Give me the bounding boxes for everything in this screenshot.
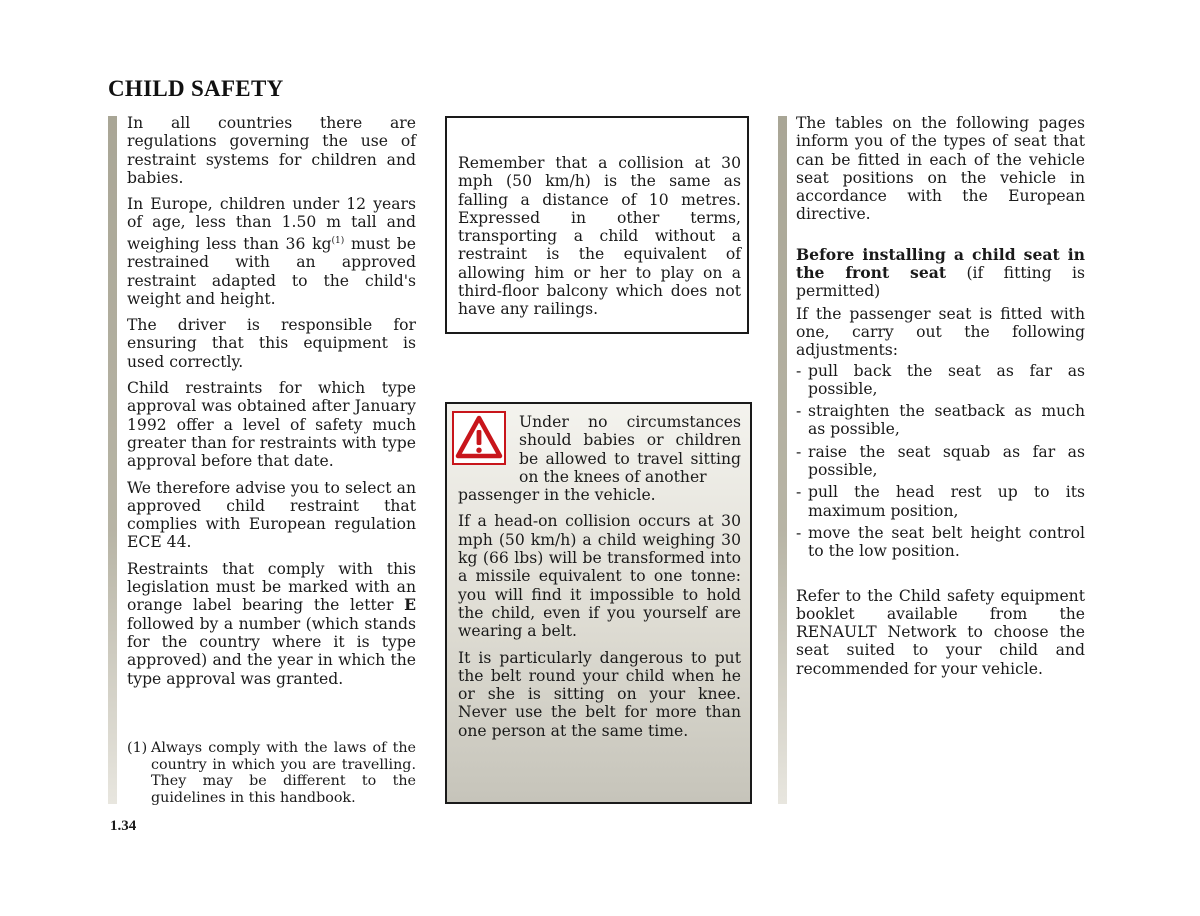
collision-info-text: Remember that a collision at 30 mph (50 km/h) is the same as falling a distance of 10 metres. Expressed in other terms, transporting a child without a restraint is the equivalent of allowing him or her to play on a third-floor balcony which does not have any railings. xyxy=(458,154,741,319)
footnote xyxy=(127,740,416,806)
warning-paragraph: It is particularly dangerous to put the belt round your child when he or she is sitting on your knee. Never use the belt for more than one person at the same time. xyxy=(458,648,741,740)
list-item: - move the seat belt height control to the low position. xyxy=(796,523,1085,561)
paragraph: We therefore advise you to select an approved child restraint that complies with European regulation ECE 44. xyxy=(127,478,416,552)
left-column xyxy=(127,114,416,696)
section-heading: Before installing a child seat in the front seat (if fitting is permitted) xyxy=(796,244,1085,301)
footnote-text: Always comply with the laws of the country in which you are travelling. They may be different to the guidelines in this handbook. xyxy=(151,740,416,806)
paragraph: The tables on the following pages inform you of the types of seat that can be fitted in each of the vehicle seat positions on the vehicle in accordance with the European directive. xyxy=(796,114,1085,224)
list-item: - pull the head rest up to its maximum position, xyxy=(796,483,1085,520)
warning-lead-rest: passenger in the vehicle. xyxy=(458,486,656,505)
warning-lead: Under no circumstances should babies or children be allowed to travel sitting on the knees of another xyxy=(519,413,741,486)
adjustment-list xyxy=(796,362,1085,561)
warning-box xyxy=(445,402,752,804)
footnote-mark: (1) xyxy=(127,740,148,756)
paragraph: In Europe, children under 12 years of age, less than 1.50 m tall and weighing less than 36 $kg^{(1)}$ must be restrained with an approved restraint adapted to the child's weight and height. xyxy=(127,195,416,308)
paragraph: The driver is responsible for ensuring that this equipment is used correctly. xyxy=(127,316,416,371)
paragraph: Child restraints for which type approval was obtained after January 1992 offer a level of safety much greater than for restraints with type approval before that date. xyxy=(127,379,416,471)
page-title: CHILD SAFETY xyxy=(108,76,284,101)
paragraph: In all countries there are regulations governing the use of restraint systems for children and babies. xyxy=(127,114,416,187)
warning-text xyxy=(458,413,741,748)
right-side-bar xyxy=(778,116,787,804)
paragraph: Restraints that comply with this legislation must be marked with an orange label bearing the letter E followed by a number (which stands for the country where it is type approved) and the year in which the type approval was granted. xyxy=(127,559,416,688)
right-column xyxy=(796,114,1085,686)
paragraph: Refer to the Child safety equipment booklet available from the RENAULT Network to choose the seat suited to your child and recommended for your vehicle. xyxy=(796,586,1085,678)
list-item: - straighten the seatback as much as possible, xyxy=(796,402,1085,439)
paragraph: If the passenger seat is fitted with one, carry out the following adjustments: xyxy=(796,304,1085,360)
page-number: 1.34 xyxy=(110,818,137,834)
left-side-bar xyxy=(108,116,117,804)
warning-paragraph: If a head-on collision occurs at 30 mph (50 km/h) a child weighing 30 kg (66 lbs) will be transformed into a missile equivalent to one tonne: you will find it impossible to hold the child, even if you yourself are wearing a belt. xyxy=(458,512,741,641)
collision-info-box xyxy=(445,116,749,334)
list-item: - pull back the seat as far as possible, xyxy=(796,361,1085,398)
list-item: - raise the seat squab as far as possible, xyxy=(796,442,1085,480)
